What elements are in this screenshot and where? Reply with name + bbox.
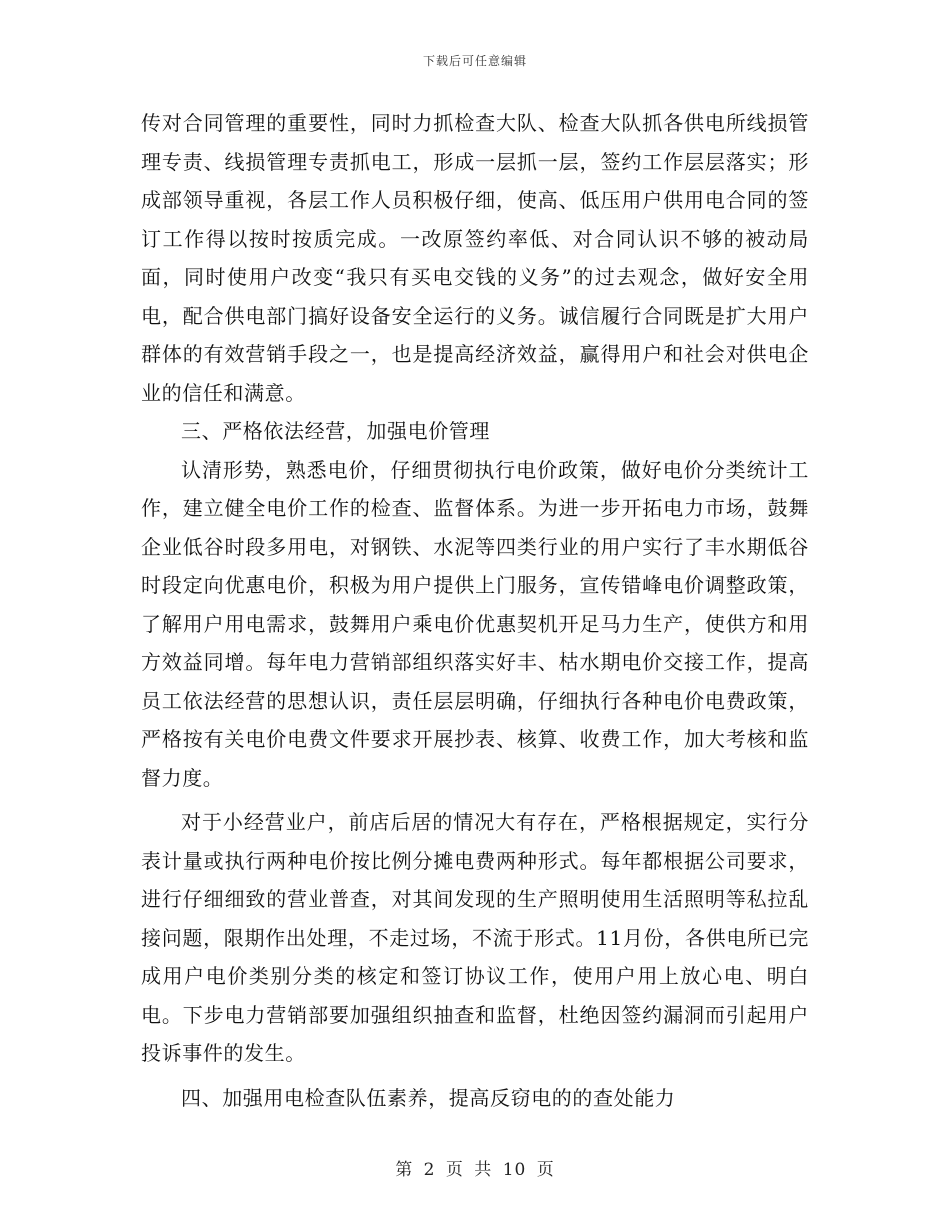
document-body xyxy=(141,104,809,1117)
section-heading-three: 三、严格依法经营，加强电价管理 xyxy=(181,419,490,443)
page-header: 下载后可任意编辑 xyxy=(422,54,527,68)
paragraph-small-business: 对于小经营业户，前店后居的情况大有存在，严格根据规定，实行分表计量或执行两种电价按比例分摊电费两种形式。每年都根据公司要求，进行仔细细致的营业普查，对其间发现的生产照明使用生活照明等私拉乱接问题，限期作出处理，不走过场，不流于形式。11月份，各供电所已完成用户电价类别分类的核定和签订协议工作，使用户用上放心电、明白电。下步电力营销部要加强组织抽查和监督，杜绝因签约漏洞而引起用户投诉事件的发生。 xyxy=(141,810,809,1065)
page-number: 第 2 页 共 10 页 xyxy=(395,1160,555,1180)
paragraph-price-policy: 认清形势，熟悉电价，仔细贯彻执行电价政策，做好电价分类统计工作，建立健全电价工作的检查、监督体系。为进一步开拓电力市场，鼓舞企业低谷时段多用电，对钢铁、水泥等四类行业的用户实行了丰水期低谷时段定向优惠电价，积极为用户提供上门服务，宣传错峰电价调整政策，了解用户用电需求，鼓舞用户乘电价优惠契机开足马力生产，使供方和用方效益同增。每年电力营销部组织落实好丰、枯水期电价交接工作，提高员工依法经营的思想认识，责任层层明确，仔细执行各种电价电费政策，严格按有关电价电费文件要求开展抄表、核算、收费工作，加大考核和监督力度。 xyxy=(141,457,809,790)
paragraph-contract-continuation: 传对合同管理的重要性，同时力抓检查大队、检查大队抓各供电所线损管理专责、线损管理专责抓电工，形成一层抓一层，签约工作层层落实；形成部领导重视，各层工作人员积极仔细，使高、低压用户供用电合同的签订工作得以按时按质完成。一改原签约率低、对合同认识不够的被动局面，同时使用户改变“我只有买电交钱的义务”的过去观念，做好安全用电，配合供电部门搞好设备安全运行的义务。诚信履行合同既是扩大用户群体的有效营销手段之一，也是提高经济效益，赢得用户和社会对供电企业的信任和满意。 xyxy=(141,111,809,405)
section-heading-four: 四、加强用电检查队伍素养，提高反窃电的的查处能力 xyxy=(181,1085,676,1110)
